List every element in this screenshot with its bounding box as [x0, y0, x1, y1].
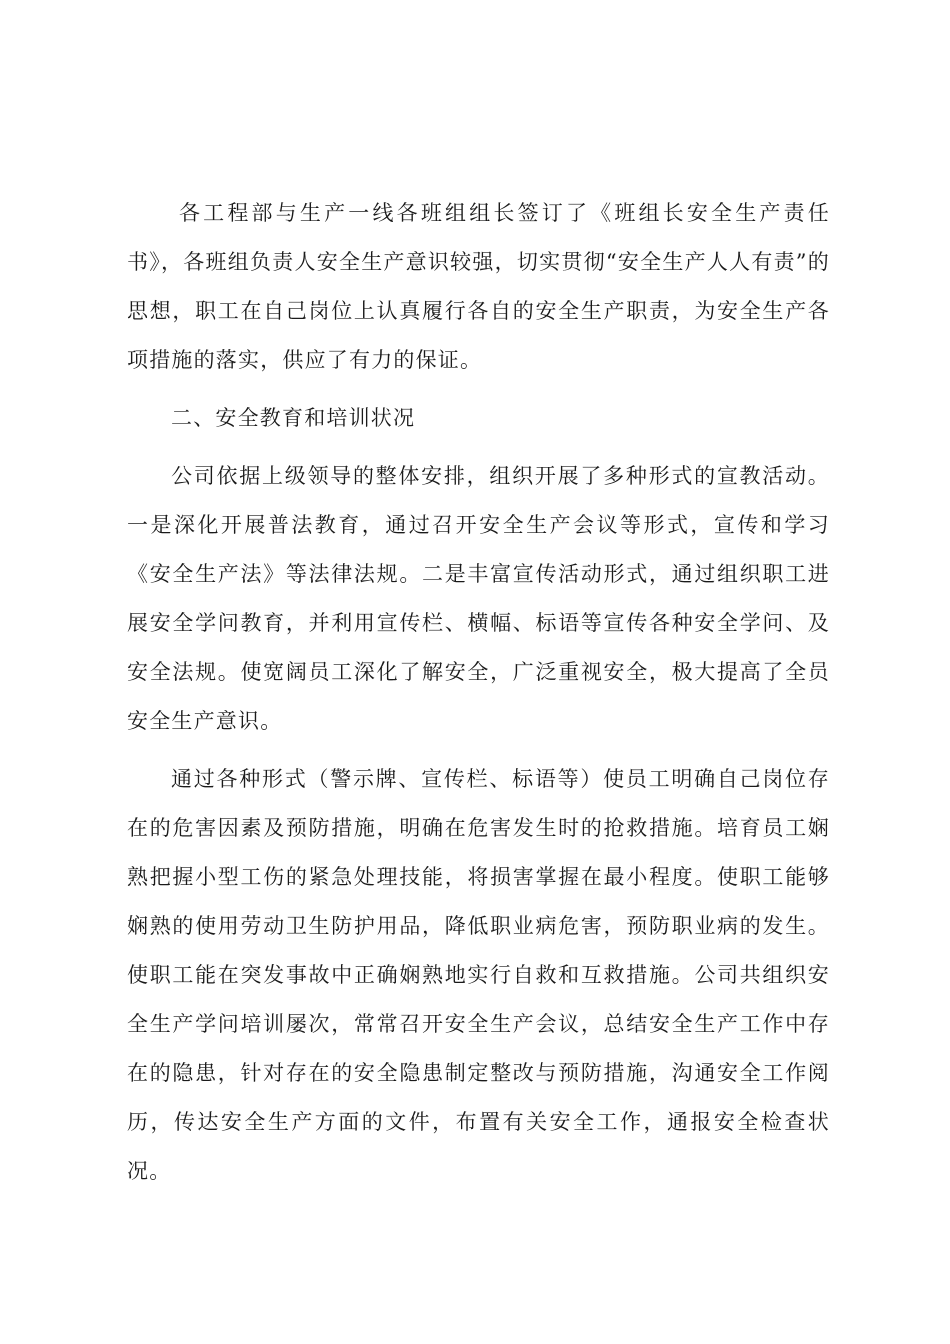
section-heading-training: 二、安全教育和培训状况 — [171, 406, 416, 430]
document-body — [127, 189, 830, 1205]
paragraph-education-activities: 公司依据上级领导的整体安排，组织开展了多种形式的宣教活动。一是深化开展普法教育，通过召开安全生产会议等形式，宣传和学习《安全生产法》等法律法规。二是丰富宣传活动形式，通过组织职工进展安全学问教育，并利用宣传栏、横幅、标语等宣传各种安全学问、及安全法规。使宽阔员工深化了解安全，广泛重视安全，极大提高了全员安全生产意识。 — [127, 464, 830, 733]
paragraph-responsibility: 各工程部与生产一线各班组组长签订了《班组长安全生产责任书》，各班组负责人安全生产意识较强，切实贯彻“安全生产人人有责”的思想，职工在自己岗位上认真履行各自的安全生产职责，为安全生产各项措施的落实，供应了有力的保证。 — [127, 201, 830, 372]
paragraph-training-measures: 通过各种形式（警示牌、宣传栏、标语等）使员工明确自己岗位存在的危害因素及预防措施，明确在危害发生时的抢救措施。培育员工娴熟把握小型工伤的紧急处理技能，将损害掌握在最小程度。使职工能够娴熟的使用劳动卫生防护用品，降低职业病危害，预防职业病的发生。使职工能在突发事故中正确娴熟地实行自救和互救措施。公司共组织安全生产学问培训屡次，常常召开安全生产会议，总结安全生产工作中存在的隐患，针对存在的安全隐患制定整改与预防措施，沟通安全工作阅历，传达安全生产方面的文件，布置有关安全工作，通报安全检查状况。 — [127, 767, 830, 1183]
